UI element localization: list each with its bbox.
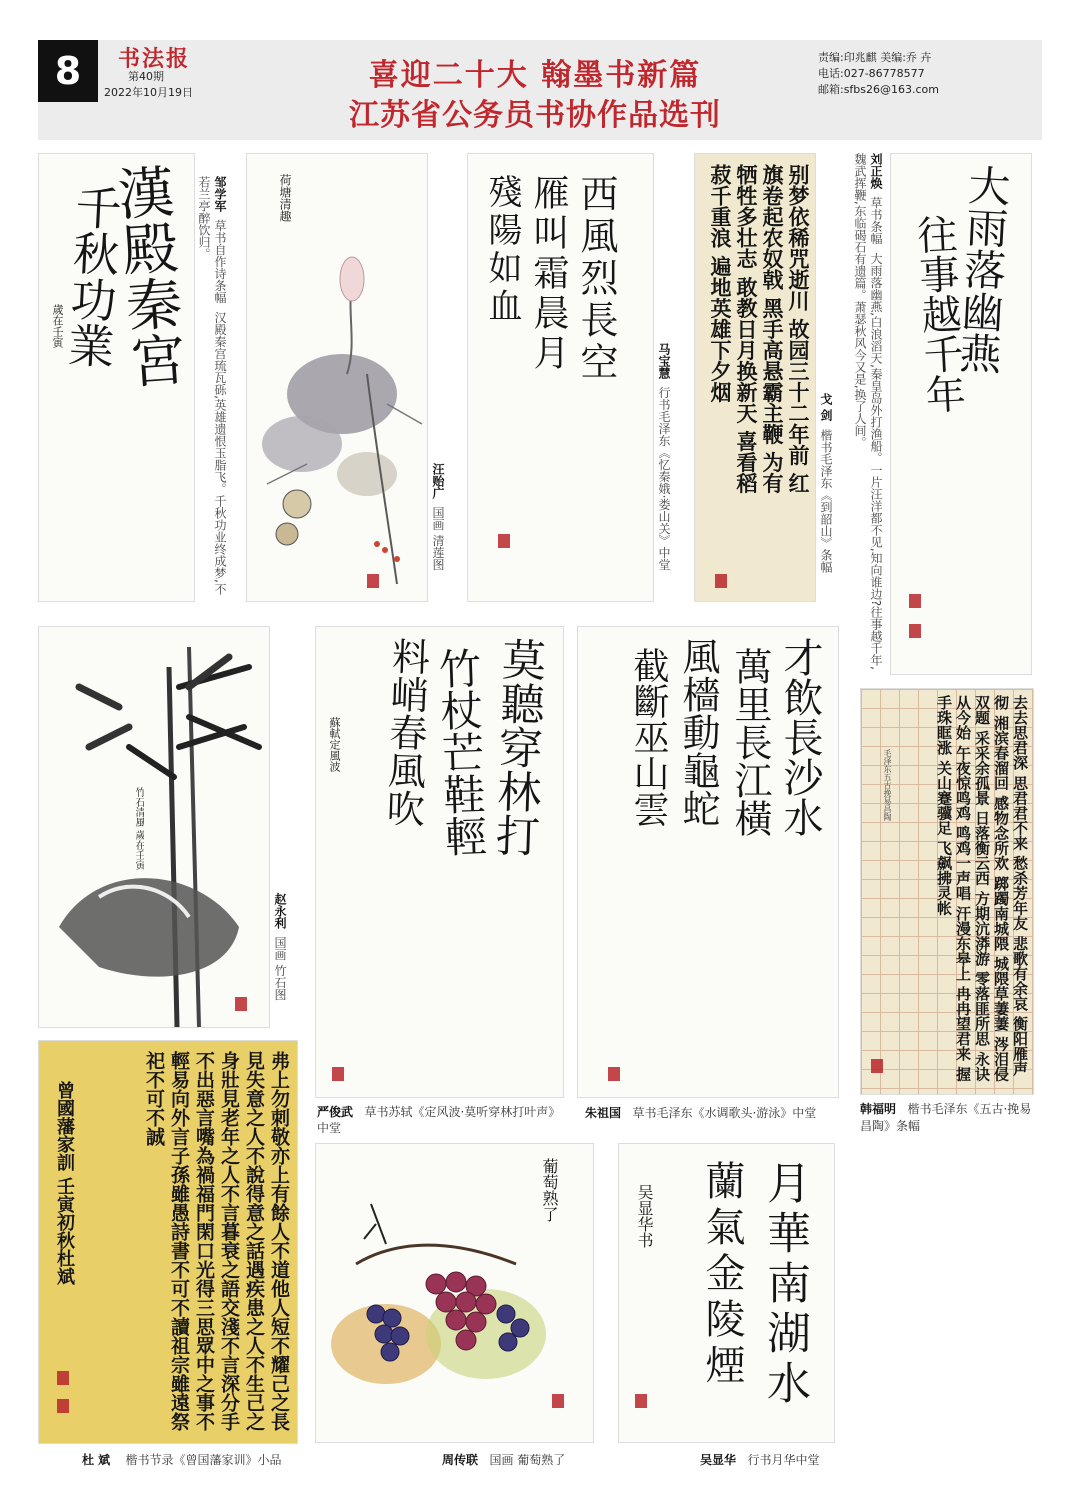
work-poem: 汉殿秦宫琉瓦砾,英雄遗恨玉脂飞。千秋功业终成梦,不若兰亭醉饮归。	[197, 176, 227, 595]
artwork-zhao-bamboo	[38, 626, 270, 1028]
calligraphy-signature: 曾國藩家訓 壬寅初秋杜斌	[54, 1081, 75, 1286]
caption-ge	[818, 393, 834, 598]
caption-liu	[838, 153, 884, 673]
caption-zou	[196, 176, 228, 596]
caption-wang	[430, 463, 446, 598]
caption-zhao	[272, 893, 288, 1023]
caption-zhu	[585, 1104, 816, 1121]
work-desc: 行书月华中堂	[747, 1453, 820, 1467]
work-poem: 大雨落幽燕,白浪滔天,秦皇岛外打渔船。一片汪洋都不见,知向谁边?往事越千年,魏武挥鞭,东临碣石有遗篇。萧瑟秋风今又是,换了人间。	[853, 153, 883, 670]
artist-name: 戈 剑	[819, 393, 833, 422]
artwork-yan	[315, 626, 564, 1098]
phone-line: 电话:027-86778577	[818, 67, 925, 80]
calligraphy-strokes: 雁叫霜晨月	[528, 174, 569, 374]
artist-name: 杜 斌	[82, 1453, 111, 1467]
page-title: 喜迎二十大 翰墨书新篇	[368, 58, 702, 93]
calligraphy-strokes: 風檣動龜蛇	[676, 637, 720, 827]
work-desc: 草书自作诗条幅	[213, 219, 227, 304]
artist-name: 赵永利	[273, 893, 287, 929]
calligraphy-strokes: 往事越千年	[909, 212, 967, 416]
calligraphy-signature: 歲在壬寅	[51, 304, 64, 348]
artwork-ge	[694, 153, 816, 602]
work-desc: 草书条幅	[869, 196, 883, 245]
work-desc: 楷书节录《曾国藩家训》小品	[125, 1453, 282, 1467]
calligraphy-strokes: 竹杖芒鞋輕	[432, 646, 489, 858]
calligraphy-strokes: 莫聽穿林打	[487, 636, 546, 858]
seal-stamp	[367, 574, 379, 588]
painting-inscription: 葡萄熟了	[540, 1158, 559, 1222]
seal-stamp	[909, 594, 921, 608]
painting-inscription: 竹石清風 歲在壬寅	[133, 787, 144, 871]
calligraphy-strokes: 萬里長江橫	[728, 647, 772, 837]
calligraphy-signature: 蘇軾定風波	[328, 717, 341, 772]
seal-stamp	[635, 1394, 647, 1408]
work-desc: 国画 竹石图	[273, 936, 287, 1001]
newspaper-logo: 书法报	[118, 46, 191, 72]
calligraphy-strokes: 漢殿秦宮	[107, 161, 188, 390]
caption-ma	[656, 343, 672, 598]
work-desc: 国画 清莲图	[431, 506, 445, 571]
seal-stamp	[608, 1067, 620, 1081]
calligraphy-line: 月華南湖水	[759, 1160, 810, 1410]
calligraphy-strokes: 才飲長沙水	[777, 637, 823, 837]
artwork-ma	[467, 153, 654, 602]
artwork-zhu	[577, 626, 839, 1098]
seal-stamp	[332, 1067, 344, 1081]
caption-wu	[700, 1451, 819, 1468]
caption-du	[82, 1451, 281, 1468]
artist-name: 汪贻广	[431, 463, 445, 499]
work-desc: 草书毛泽东《水调歌头·游泳》中堂	[632, 1106, 817, 1120]
lotus-painting	[247, 154, 427, 601]
artist-name: 朱祖国	[585, 1106, 622, 1120]
painting-inscription: 荷塘清趣	[278, 174, 292, 222]
page-number: 8	[38, 40, 98, 102]
seal-stamp	[715, 574, 727, 588]
artwork-wu	[618, 1143, 835, 1443]
work-desc: 国画 葡萄熟了	[489, 1453, 566, 1467]
calligraphy-text: 别梦依稀咒逝川 故园三十二年前 红旗卷起农奴戟 黑手高悬霸主鞭 为有牺牲多壮志 敢教日月换新天 喜看稻菽千重浪 遍地英雄下夕烟	[708, 164, 811, 494]
seal-stamp	[498, 534, 510, 548]
artwork-du	[38, 1040, 298, 1444]
calligraphy-strokes: 料峭春風吹	[379, 636, 431, 828]
issue-date: 2022年10月19日	[104, 86, 193, 99]
seal-stamp	[57, 1399, 69, 1413]
editor-line: 责编:印兆麒 美编:乔 卉	[818, 51, 932, 64]
calligraphy-strokes: 千秋功業	[60, 182, 124, 370]
email-line: 邮箱:sfbs26@163.com	[818, 83, 940, 96]
page-subtitle: 江苏省公务员书协作品选刊	[349, 98, 721, 133]
work-desc: 楷书毛泽东《到韶山》条幅	[819, 428, 833, 573]
editor-info	[818, 50, 939, 98]
work-desc: 行书毛泽东《忆秦娥·娄山关》中堂	[657, 386, 671, 571]
seal-stamp	[57, 1371, 69, 1385]
work-desc: 草书苏轼《定风波·莫听穿林打叶声》中堂	[317, 1105, 555, 1135]
artwork-wang-lotus	[246, 153, 428, 602]
calligraphy-strokes: 殘陽如血	[482, 174, 522, 326]
calligraphy-text: 弗上勿刺敬亦上有餘人不道他人短不耀己之長見失意之人不說得意之話遇疾患之人不生己之身壯見老年之人不言暮衰之語交淺不言深分手不出惡言嘴為禍福門閑口光得三思眾中之事不輕易向外言子孫雖愚詩書不可不讀祖宗雖遠祭祀不可不誠	[143, 1051, 290, 1431]
calligraphy-signature: 吴显华书	[635, 1184, 654, 1248]
seal-stamp	[235, 997, 247, 1011]
artist-name: 邹学军	[213, 176, 227, 212]
artist-name: 周传联	[442, 1453, 479, 1467]
seal-stamp	[552, 1394, 564, 1408]
seal-stamp	[909, 624, 921, 638]
bamboo-rock-painting	[39, 627, 269, 1027]
work-desc: 楷书毛泽东《五古·挽易昌陶》条幅	[860, 1102, 1032, 1133]
artist-name: 刘正焕	[869, 153, 883, 189]
seal-stamp	[871, 1059, 883, 1073]
calligraphy-text: 去去思君深 思君君不来 愁杀芳年友 悲歌有余哀 衡阳雁声彻 湘滨春溜回 感物念所欢 踯躅南城隈 城隈草萋萋 涔泪侵双题 采采余孤景 日落衡云西 方期沆漭游 零落匪所思 永诀从今始 午夜惊鸣鸡 鸣鸡一声唱 汗漫东皋上 冉冉望君来 握手珠眶涨 关山蹇骥足 飞飙拂灵帐	[935, 695, 1029, 1082]
artwork-zhou-grapes	[315, 1143, 594, 1443]
caption-han	[860, 1101, 1035, 1135]
artist-name: 严俊武	[317, 1105, 354, 1119]
calligraphy-signature: 毛泽东五古挽易昌陶	[883, 749, 892, 821]
calligraphy-strokes: 西風烈長空	[574, 174, 618, 384]
artwork-zou	[38, 153, 195, 602]
caption-yan	[317, 1104, 557, 1136]
calligraphy-line: 蘭氣金陵煙	[699, 1160, 745, 1390]
artist-name: 韩福明	[860, 1102, 897, 1116]
caption-zhou	[442, 1451, 565, 1468]
artwork-liu	[890, 153, 1032, 675]
calligraphy-strokes: 截斷巫山雲	[628, 647, 669, 827]
issue-number: 第40期	[128, 70, 164, 83]
artist-name: 马宝慧	[657, 343, 671, 379]
artist-name: 吴显华	[700, 1453, 737, 1467]
calligraphy-strokes: 大雨落幽燕	[952, 162, 1013, 376]
artwork-han	[860, 688, 1034, 1095]
